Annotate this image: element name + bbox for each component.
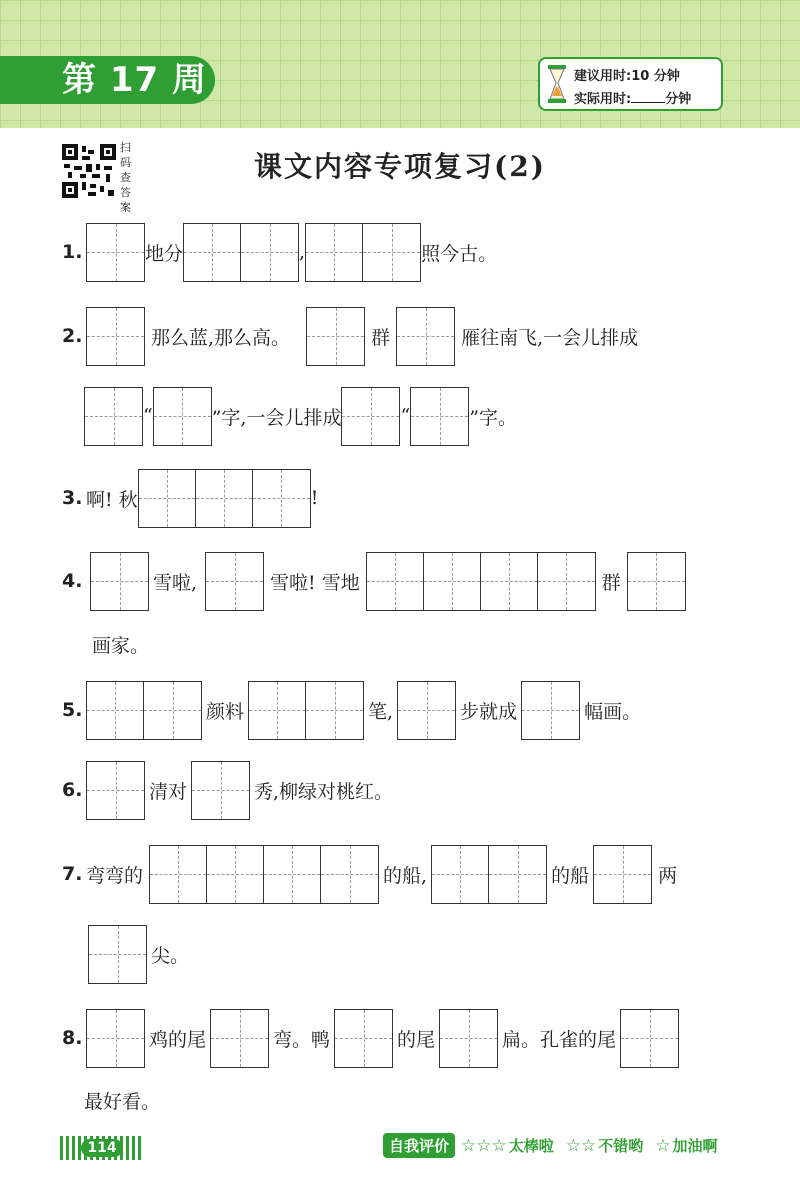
item-text: 画家。: [92, 634, 150, 657]
rating-cheer: 加油啊: [672, 1137, 718, 1155]
item-text: 群: [601, 571, 621, 594]
item-text: 清对: [149, 780, 188, 803]
blank-boxes[interactable]: [410, 387, 469, 446]
item-6: [62, 760, 393, 820]
item-text: ”字,一会儿排成: [211, 406, 342, 429]
item-8: [62, 1008, 679, 1068]
actual-time-label: 实际用时:: [574, 92, 632, 107]
item-text: 弯弯的: [86, 864, 144, 887]
item-text: 啊! 秋: [86, 488, 138, 511]
blank-boxes[interactable]: [86, 1009, 145, 1068]
actual-time-blank[interactable]: [631, 90, 665, 103]
item-text: 雪啦,: [153, 571, 198, 594]
blank-boxes[interactable]: [86, 681, 202, 740]
item-text: 扁。孔雀的尾: [502, 1028, 617, 1051]
blank-boxes[interactable]: [149, 845, 379, 904]
blank-boxes[interactable]: [84, 387, 143, 446]
self-evaluation: [383, 1133, 730, 1158]
item-number: 3.: [62, 487, 83, 509]
blank-boxes[interactable]: [341, 387, 400, 446]
item-text: !: [310, 487, 319, 509]
item-1: [62, 222, 497, 282]
actual-time: [574, 88, 691, 107]
star-icon[interactable]: ☆: [655, 1135, 671, 1156]
blank-boxes[interactable]: [191, 761, 250, 820]
blank-boxes[interactable]: [593, 845, 652, 904]
page-number: 114: [81, 1139, 122, 1157]
item-text: 的船,: [383, 864, 428, 887]
blank-boxes[interactable]: [153, 387, 212, 446]
item-text: 颜料: [206, 700, 245, 723]
blank-boxes[interactable]: [620, 1009, 679, 1068]
item-text: 弯。鸭: [273, 1028, 331, 1051]
item-number: 4.: [62, 570, 83, 592]
hourglass-icon: [546, 65, 568, 105]
page-number-badge: [60, 1136, 144, 1160]
item-text: 秀,柳绿对桃红。: [254, 780, 394, 803]
item-number: 5.: [62, 699, 83, 721]
star-icon[interactable]: ☆☆☆: [461, 1135, 507, 1156]
blank-boxes[interactable]: [88, 925, 147, 984]
item-4-continued: [92, 614, 149, 674]
item-text: 鸡的尾: [149, 1028, 207, 1051]
item-text: 幅画。: [584, 700, 642, 723]
item-text: 笔,: [368, 700, 394, 723]
blank-boxes[interactable]: [138, 469, 311, 528]
item-3: [62, 468, 318, 528]
blank-boxes[interactable]: [305, 223, 421, 282]
blank-boxes[interactable]: [248, 681, 364, 740]
blank-boxes[interactable]: [205, 552, 264, 611]
item-number: 6.: [62, 779, 83, 801]
item-4: [62, 551, 686, 611]
blank-boxes[interactable]: [306, 307, 365, 366]
item-2: [62, 306, 638, 366]
item-text: 地分: [145, 242, 184, 265]
blank-boxes[interactable]: [90, 552, 149, 611]
blank-boxes[interactable]: [86, 761, 145, 820]
blank-boxes[interactable]: [210, 1009, 269, 1068]
blank-boxes[interactable]: [334, 1009, 393, 1068]
item-5: [62, 680, 641, 740]
item-text: 的尾: [397, 1028, 436, 1051]
item-number: 7.: [62, 863, 83, 885]
item-number: 2.: [62, 325, 83, 347]
item-text: 照今古。: [421, 242, 498, 265]
item-text: 雁往南飞,一会儿排成: [461, 326, 639, 349]
item-text: “: [400, 405, 411, 427]
self-eval-label: 自我评价: [383, 1133, 455, 1158]
item-text: ,: [299, 241, 306, 263]
blank-boxes[interactable]: [366, 552, 596, 611]
blank-boxes[interactable]: [521, 681, 580, 740]
time-box: [538, 57, 723, 111]
star-icon[interactable]: ☆☆: [565, 1135, 597, 1156]
item-text: ”字。: [469, 406, 517, 429]
item-text: 步就成: [460, 700, 518, 723]
item-text: 最好看。: [84, 1090, 161, 1113]
item-text: 那么蓝,那么高。: [151, 326, 291, 349]
item-7-continued: [88, 924, 189, 984]
blank-boxes[interactable]: [396, 307, 455, 366]
item-text: “: [143, 405, 153, 427]
item-7: [62, 844, 677, 904]
item-text: 雪啦! 雪地: [270, 571, 360, 594]
item-8-continued: [84, 1070, 160, 1130]
item-2-continued: [84, 386, 517, 446]
week-label: 第 17 周: [0, 56, 215, 104]
suggested-time: 建议用时:10 分钟: [574, 69, 680, 84]
blank-boxes[interactable]: [627, 552, 686, 611]
item-number: 8.: [62, 1027, 83, 1049]
blank-boxes[interactable]: [439, 1009, 498, 1068]
blank-boxes[interactable]: [86, 223, 145, 282]
item-number: 1.: [62, 241, 83, 263]
rating-good: 不错哟: [598, 1137, 644, 1155]
blank-boxes[interactable]: [431, 845, 547, 904]
actual-time-unit: 分钟: [665, 92, 692, 107]
item-text: 群: [371, 326, 391, 349]
item-text: 两: [658, 864, 678, 887]
blank-boxes[interactable]: [397, 681, 456, 740]
rating-great: 太棒啦: [508, 1137, 554, 1155]
page-title: 课文内容专项复习(2): [254, 150, 546, 183]
item-text: 尖。: [151, 944, 190, 967]
blank-boxes[interactable]: [86, 307, 145, 366]
qr-caption: 扫码查答案: [120, 141, 131, 214]
item-text: 的船: [551, 864, 590, 887]
blank-boxes[interactable]: [183, 223, 299, 282]
